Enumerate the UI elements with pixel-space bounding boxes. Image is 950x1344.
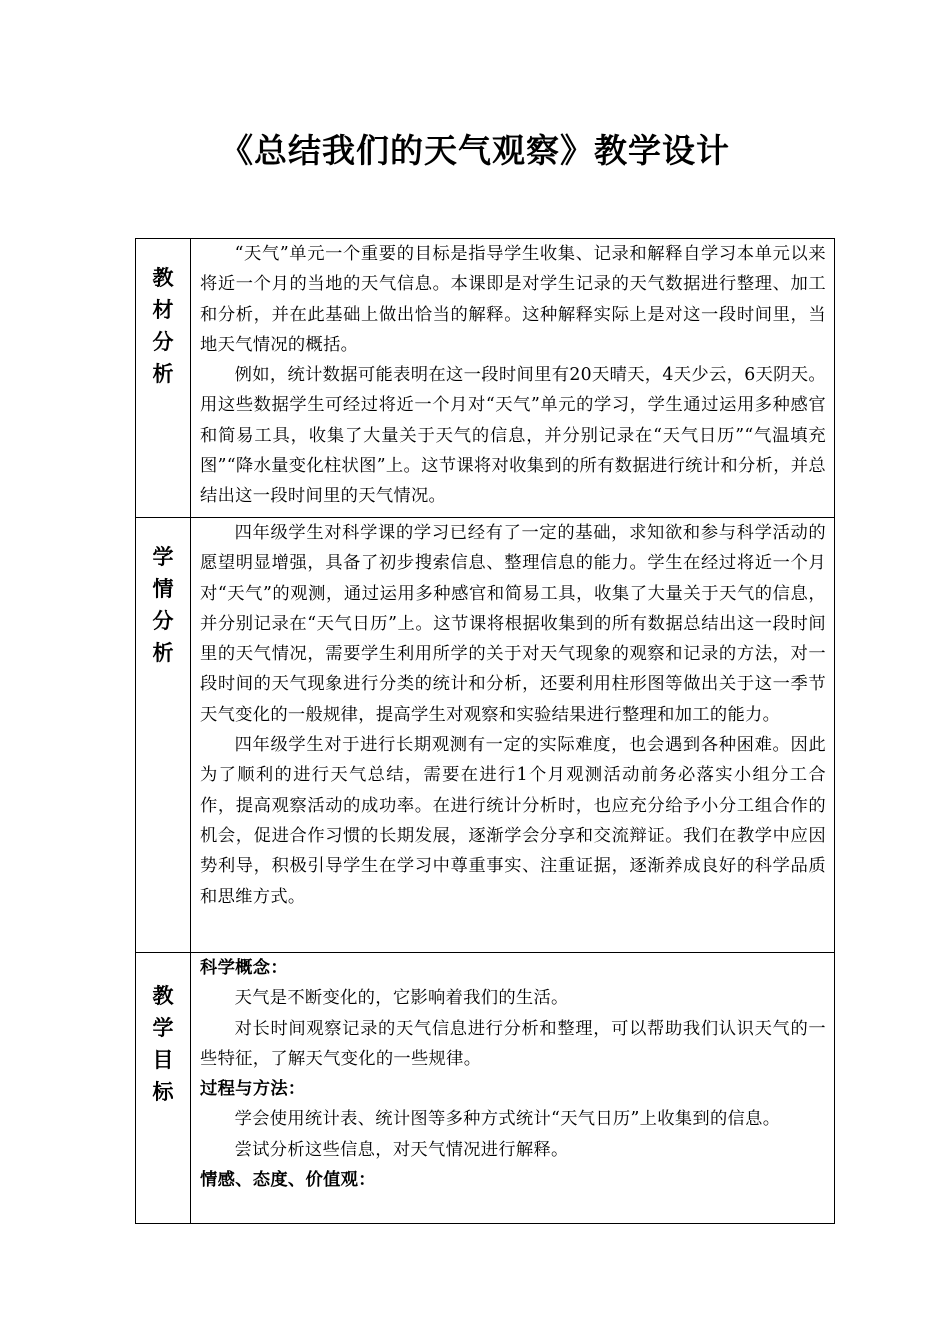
row-label-student-analysis: 学情分析 xyxy=(152,544,174,665)
document-title: 《总结我们的天气观察》教学设计 xyxy=(220,131,730,170)
paragraph: 天气是不断变化的，它影响着我们的生活。 xyxy=(234,988,569,1009)
row-content-student-analysis xyxy=(191,518,835,953)
row-label-material-analysis: 教材分析 xyxy=(152,265,174,386)
teaching-design-table xyxy=(135,238,835,1224)
paragraph: 学会使用统计表、统计图等多种方式统计“天气日历”上收集到的信息。 xyxy=(234,1109,781,1130)
table-row-teaching-goals xyxy=(136,953,835,1224)
paragraph: “天气”单元一个重要的目标是指导学生收集、记录和解释自学习本单元以来将近一个月的当地的天气信息。本课即是对学生记录的天气数据进行整理、加工和分析，并在此基础上做出恰当的解释。这种解释实际上是对这一段时间里，当地天气情况的概括。 xyxy=(200,244,826,355)
paragraph: 四年级学生对于进行长期观测有一定的实际难度，也会遇到各种困难。因此为了顺利的进行天气总结，需要在进行1个月观测活动前务必落实小组分工合作，提高观察活动的成功率。在进行统计分析时，也应充分给予小分工组合作的机会，促进合作习惯的长期发展，逐渐学会分享和交流辩证。我们在教学中应因势利导，积极引导学生在学习中尊重事实、注重证据，逐渐养成良好的科学品质和思维方式。 xyxy=(200,735,826,907)
section-heading-process-methods: 过程与方法： xyxy=(200,1079,306,1100)
table-row-material-analysis xyxy=(136,239,835,518)
section-heading-attitudes-values: 情感、态度、价值观： xyxy=(200,1170,376,1191)
paragraph: 例如，统计数据可能表明在这一段时间里有20天晴天，4天少云，6天阴天。用这些数据学生可经过将近一个月对“天气”单元的学习，学生通过运用多种感官和简易工具，收集了大量关于天气的信息，并分别记录在“天气日历”“气温填充图”“降水量变化柱状图”上。这节课将对收集到的所有数据进行统计和分析，并总结出这一段时间里的天气情况。 xyxy=(200,365,826,507)
row-label-cell xyxy=(136,953,191,1224)
paragraph: 四年级学生对科学课的学习已经有了一定的基础，求知欲和参与科学活动的愿望明显增强，具备了初步搜索信息、整理信息的能力。学生在经过将近一个月对“天气”的观测，通过运用多种感官和简易工具，收集了大量关于天气的信息，并分别记录在“天气日历”上。这节课将根据收集到的所有数据总结出这一段时间里的天气情况，需要学生利用所学的关于对天气现象的观察和记录的方法，对一段时间的天气现象进行分类的统计和分析，还要利用柱形图等做出关于这一季节天气变化的一般规律，提高学生对观察和实验结果进行整理和加工的能力。 xyxy=(200,523,826,725)
paragraph: 尝试分析这些信息，对天气情况进行解释。 xyxy=(234,1139,569,1160)
row-label-cell xyxy=(136,518,191,953)
row-label-teaching-goals: 教学目标 xyxy=(152,983,174,1104)
paragraph: 对长时间观察记录的天气信息进行分析和整理，可以帮助我们认识天气的一些特征，了解天气变化的一些规律。 xyxy=(200,1018,826,1069)
row-content-teaching-goals xyxy=(191,953,835,1224)
row-content-material-analysis xyxy=(191,239,835,518)
section-heading-concepts: 科学概念： xyxy=(200,958,288,978)
row-label-cell xyxy=(136,239,191,518)
table-row-student-analysis xyxy=(136,518,835,953)
